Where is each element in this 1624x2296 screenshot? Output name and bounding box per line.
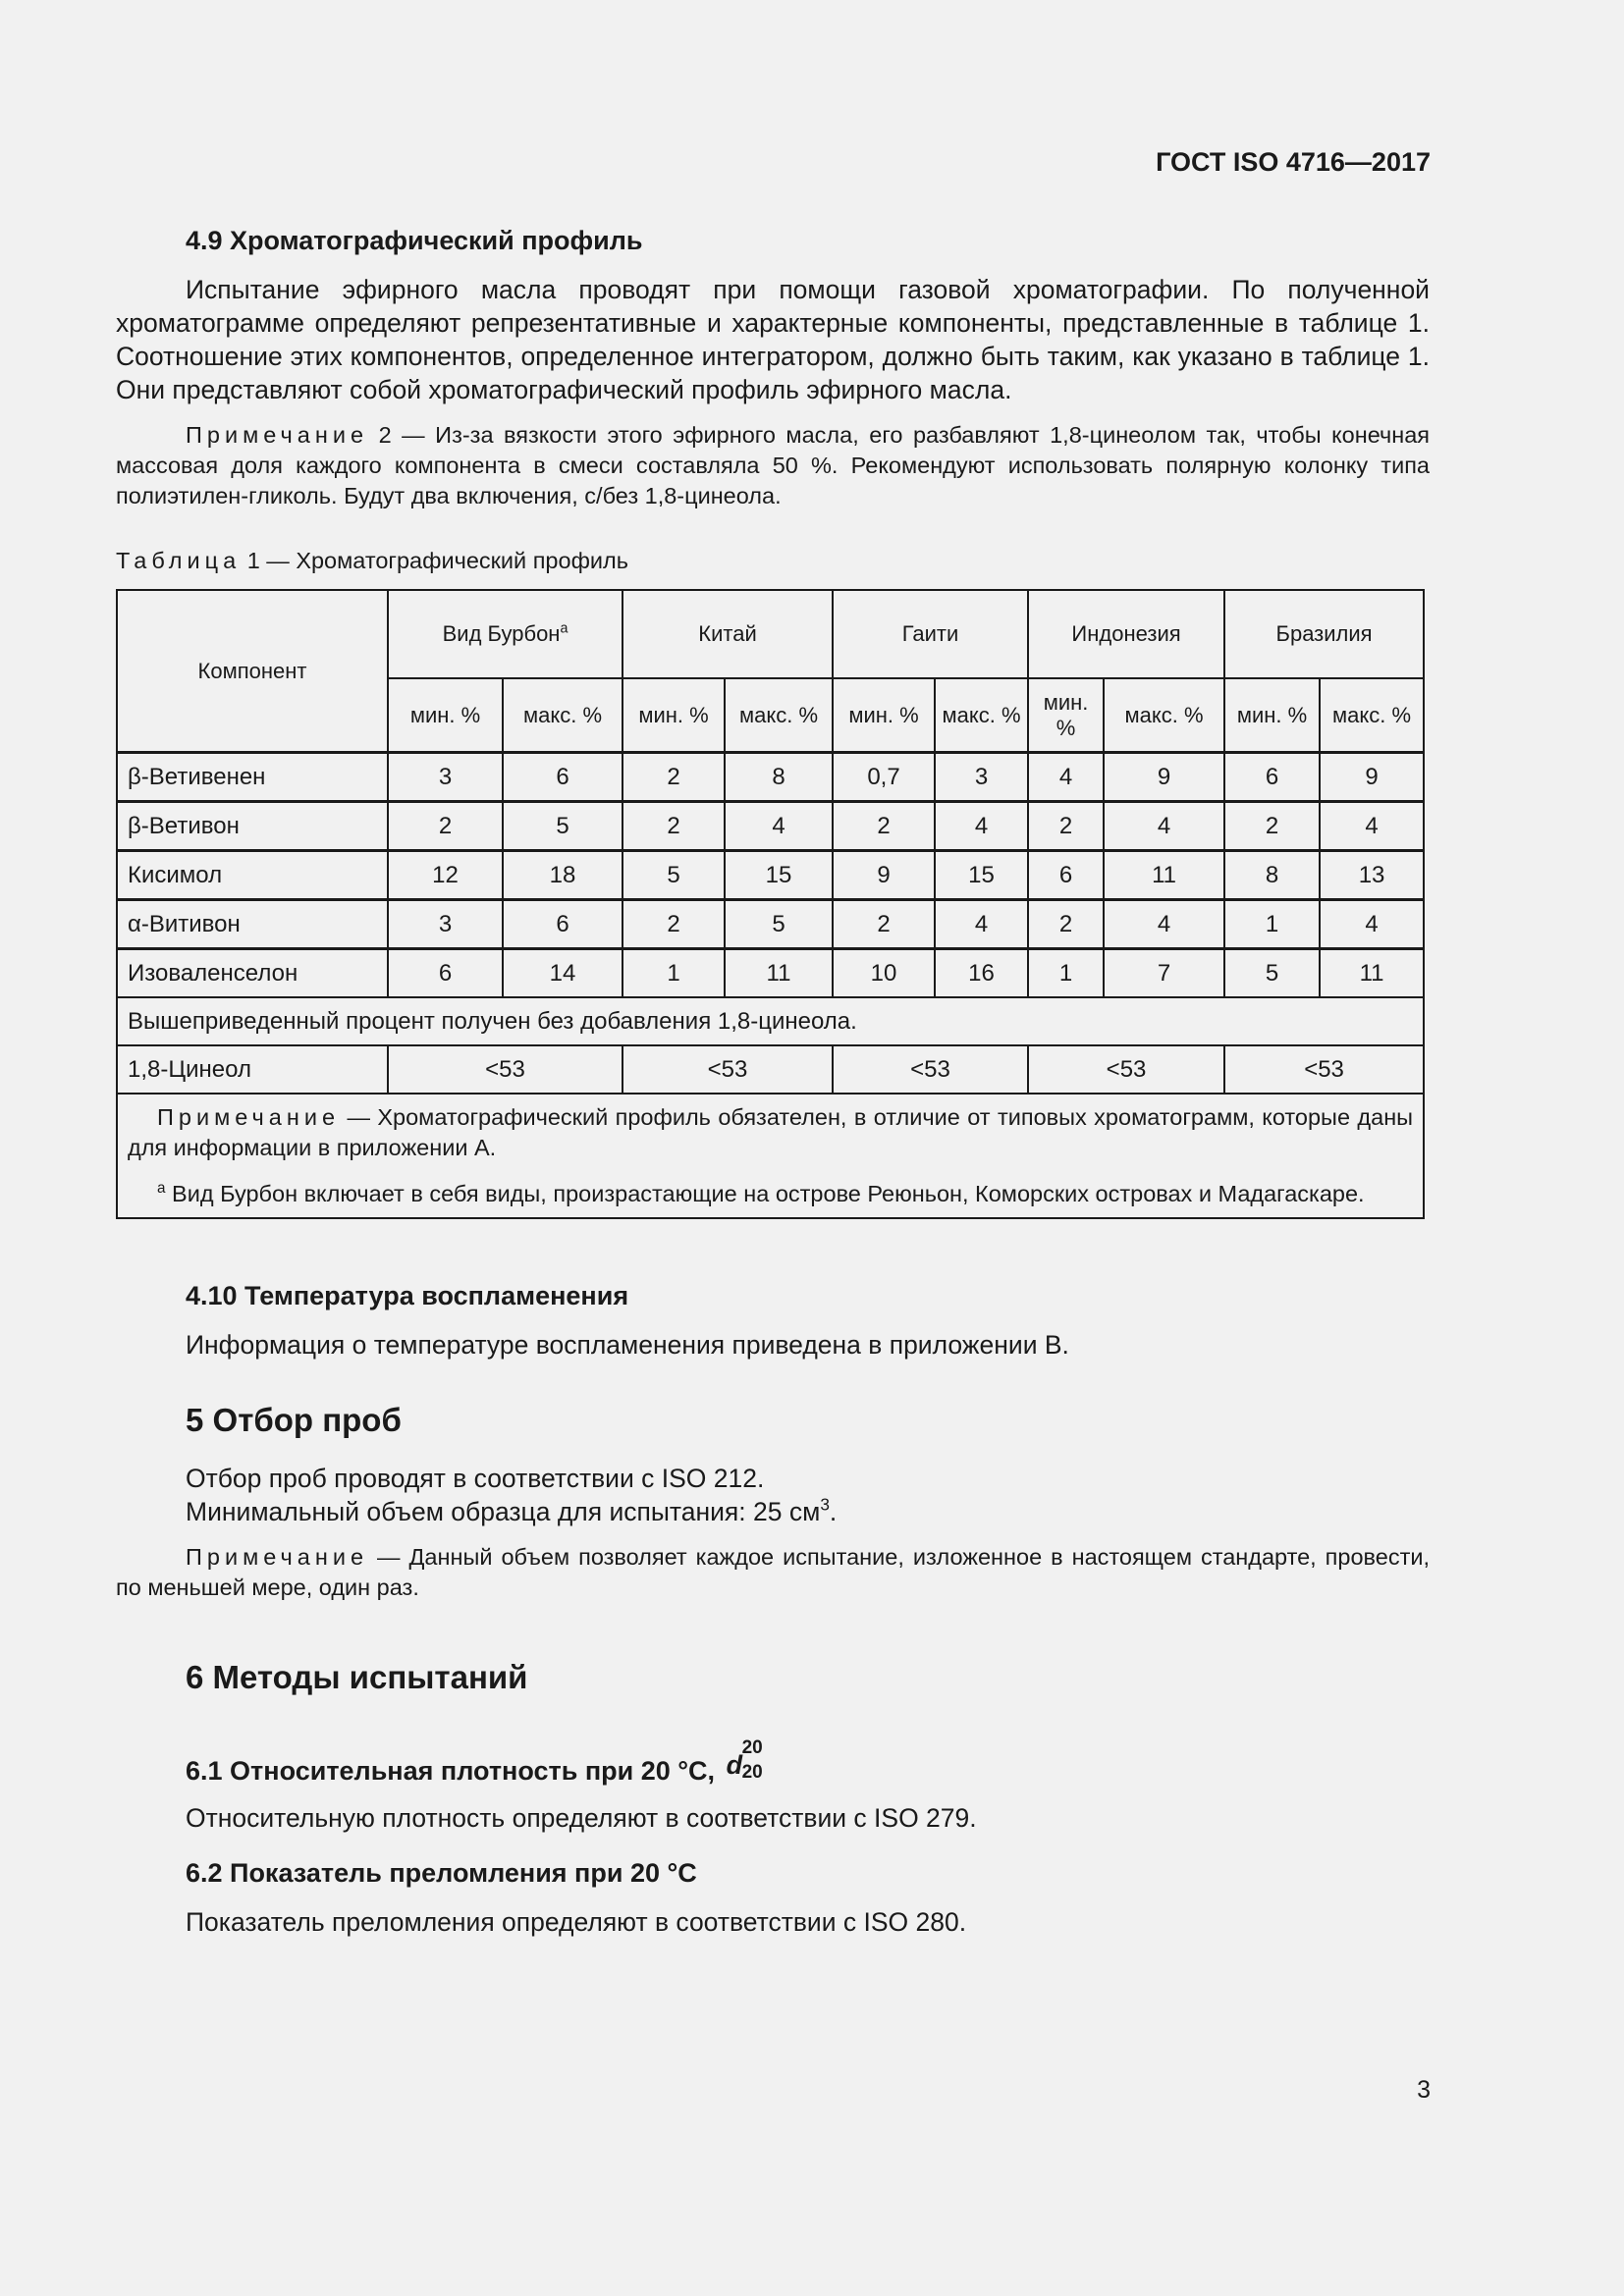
subheader-cell: мин. % bbox=[388, 678, 503, 753]
note-label: Примечание bbox=[186, 422, 369, 448]
table-cell: 12 bbox=[388, 851, 503, 900]
table-cell: 2 bbox=[623, 753, 725, 802]
table-cell: 2 bbox=[833, 900, 935, 949]
section-4-10-text: Информация о температуре воспламенения приведена в приложении В. bbox=[186, 1330, 1069, 1360]
table-cell: 0,7 bbox=[833, 753, 935, 802]
table-note-label: Примечание bbox=[157, 1104, 341, 1130]
table-footer-row bbox=[117, 1094, 1424, 1218]
table-cell: <53 bbox=[833, 1045, 1028, 1094]
subheader-cell: мин. % bbox=[623, 678, 725, 753]
table-cell: 4 bbox=[725, 802, 833, 851]
table-cell: 18 bbox=[503, 851, 623, 900]
note-text: 2 — Из-за вязкости этого эфирного масла, его разбавляют 1,8-цинеолом так, чтобы конечная массовая доля каждого компонента в смеси составляла 50 %. Рекомендуют использовать полярную колонку типа полиэтилен-гликоль. Будут два включения, с/без 1,8-цинеола. bbox=[116, 422, 1431, 508]
table-row bbox=[117, 949, 1424, 998]
region-header-brazil: Бразилия bbox=[1224, 590, 1424, 678]
table-cell: 4 bbox=[1028, 753, 1104, 802]
table-cell: 2 bbox=[1028, 900, 1104, 949]
table-cell: <53 bbox=[1224, 1045, 1424, 1094]
table-cell: 2 bbox=[388, 802, 503, 851]
component-name: Кисимол bbox=[117, 851, 388, 900]
table-cell: 5 bbox=[503, 802, 623, 851]
section-5-note bbox=[116, 1542, 1430, 1603]
table-cell: 14 bbox=[503, 949, 623, 998]
table-cell: 9 bbox=[1104, 753, 1224, 802]
page-number: 3 bbox=[1417, 2076, 1431, 2104]
table-cell: 5 bbox=[1224, 949, 1320, 998]
table-cell: 15 bbox=[725, 851, 833, 900]
table-cell: <53 bbox=[623, 1045, 833, 1094]
table-cell: 8 bbox=[725, 753, 833, 802]
sample-volume-text: Минимальный объем образца для испытания: 25 см bbox=[186, 1497, 821, 1526]
table-cell: 6 bbox=[503, 753, 623, 802]
table-cell: 6 bbox=[1224, 753, 1320, 802]
footnote-mark: a bbox=[560, 620, 568, 637]
table-row bbox=[117, 753, 1424, 802]
component-header: Компонент bbox=[117, 590, 388, 753]
table-cell: 2 bbox=[1028, 802, 1104, 851]
section-5-title: 5 Отбор проб bbox=[186, 1402, 402, 1438]
table-cell: 9 bbox=[833, 851, 935, 900]
table-cell: <53 bbox=[1028, 1045, 1224, 1094]
table-cell: 6 bbox=[388, 949, 503, 998]
component-name: β-Ветивенен bbox=[117, 753, 388, 802]
section-6-1-title-text: 6.1 Относительная плотность при 20 °С, bbox=[186, 1756, 716, 1786]
subheader-cell: макс. % bbox=[503, 678, 623, 753]
table-row-cineol bbox=[117, 1045, 1424, 1094]
table-cell: 5 bbox=[725, 900, 833, 949]
table-cell: 11 bbox=[725, 949, 833, 998]
table-cell: 16 bbox=[935, 949, 1028, 998]
component-name: Изоваленселон bbox=[117, 949, 388, 998]
density-symbol-sup: 20 bbox=[741, 1737, 763, 1758]
table-caption bbox=[116, 548, 628, 574]
table-cell: 3 bbox=[388, 900, 503, 949]
table-cell: 2 bbox=[623, 900, 725, 949]
table-cell: 4 bbox=[1320, 900, 1424, 949]
document-header: ГОСТ ISO 4716—2017 bbox=[1156, 147, 1431, 177]
table-cell: 2 bbox=[1224, 802, 1320, 851]
section-4-9-note bbox=[116, 420, 1430, 511]
density-symbol-letter: d bbox=[726, 1750, 743, 1780]
table-cell: 1 bbox=[1224, 900, 1320, 949]
region-header-bourbon bbox=[388, 590, 623, 678]
table-header-row-regions bbox=[117, 590, 1424, 678]
section-4-9-text: Испытание эфирного масла проводят при помощи газовой хроматографии. По полученной хроматограмме определяют репрезентативные и характерные компоненты, представленные в таблице 1. Соотношение этих компонентов, определенное интегратором, должно быть таким, как указано в таблице 1. Они представляют собой хроматографический профиль эфирного масла. bbox=[116, 275, 1430, 404]
table-footer bbox=[117, 1094, 1424, 1218]
table-cell: 7 bbox=[1104, 949, 1224, 998]
table-cell: 5 bbox=[623, 851, 725, 900]
subheader-cell: макс. % bbox=[935, 678, 1028, 753]
table-row bbox=[117, 802, 1424, 851]
region-header-haiti: Гаити bbox=[833, 590, 1028, 678]
density-symbol bbox=[726, 1737, 772, 1783]
table-caption-label: Таблица bbox=[116, 548, 242, 573]
subheader-cell: макс. % bbox=[1104, 678, 1224, 753]
section-5-line2 bbox=[186, 1495, 1430, 1528]
table-cell: 4 bbox=[1320, 802, 1424, 851]
subheader-cell: макс. % bbox=[725, 678, 833, 753]
table-caption-text: 1 — Хроматографический профиль bbox=[246, 548, 628, 573]
table-cell: 4 bbox=[1104, 900, 1224, 949]
table-footnote bbox=[128, 1179, 1413, 1209]
table-cell: 9 bbox=[1320, 753, 1424, 802]
section-6-1-text: Относительную плотность определяют в соответствии с ISO 279. bbox=[186, 1803, 977, 1833]
density-symbol-sub: 20 bbox=[741, 1762, 763, 1783]
section-4-10-title: 4.10 Температура воспламенения bbox=[186, 1281, 629, 1310]
component-name: α-Витивон bbox=[117, 900, 388, 949]
footnote-text: Вид Бурбон включает в себя виды, произрастающие на острове Реюньон, Коморских островах и Мадагаскаре. bbox=[172, 1181, 1365, 1206]
table-cell: 6 bbox=[1028, 851, 1104, 900]
table-cell: 11 bbox=[1320, 949, 1424, 998]
footnote-mark: a bbox=[157, 1179, 166, 1197]
table-cell: 13 bbox=[1320, 851, 1424, 900]
unit-superscript: 3 bbox=[820, 1494, 830, 1515]
table-cell: <53 bbox=[388, 1045, 623, 1094]
table-cell: 1 bbox=[1028, 949, 1104, 998]
subheader-cell: мин. % bbox=[1224, 678, 1320, 753]
section-6-2-title: 6.2 Показатель преломления при 20 °С bbox=[186, 1858, 697, 1888]
region-label: Вид Бурбон bbox=[442, 621, 561, 646]
note-text: — Данный объем позволяет каждое испытание, изложенное в настоящем стандарте, провести, по меньшей мере, один раз. bbox=[116, 1544, 1431, 1600]
table-note bbox=[128, 1102, 1413, 1163]
chromatographic-profile-table bbox=[116, 589, 1425, 1219]
component-name: 1,8-Цинеол bbox=[117, 1045, 388, 1094]
table-row bbox=[117, 900, 1424, 949]
subheader-cell: макс. % bbox=[1320, 678, 1424, 753]
section-6-title: 6 Методы испытаний bbox=[186, 1659, 528, 1695]
region-header-indonesia: Индонезия bbox=[1028, 590, 1224, 678]
subheader-cell: мин. % bbox=[1028, 678, 1104, 753]
table-cell: 4 bbox=[935, 900, 1028, 949]
table-cell: 4 bbox=[1104, 802, 1224, 851]
table-cell: 1 bbox=[623, 949, 725, 998]
table-cell: 4 bbox=[935, 802, 1028, 851]
table-cell: 3 bbox=[388, 753, 503, 802]
subheader-cell: мин. % bbox=[833, 678, 935, 753]
table-row bbox=[117, 851, 1424, 900]
span-note: Вышеприведенный процент получен без добавления 1,8-цинеола. bbox=[117, 997, 1424, 1045]
table-cell: 10 bbox=[833, 949, 935, 998]
table-cell: 11 bbox=[1104, 851, 1224, 900]
component-name: β-Ветивон bbox=[117, 802, 388, 851]
section-6-1-title bbox=[186, 1737, 772, 1787]
table-span-note-row bbox=[117, 997, 1424, 1045]
table-cell: 3 bbox=[935, 753, 1028, 802]
table-note-text: — Хроматографический профиль обязателен, в отличие от типовых хроматограмм, которые даны для информации в приложении А. bbox=[128, 1104, 1414, 1160]
table-cell: 6 bbox=[503, 900, 623, 949]
table-cell: 2 bbox=[623, 802, 725, 851]
section-6-2-text: Показатель преломления определяют в соответствии с ISO 280. bbox=[186, 1907, 967, 1937]
sentence-end: . bbox=[829, 1497, 838, 1526]
table-cell: 8 bbox=[1224, 851, 1320, 900]
region-header-china: Китай bbox=[623, 590, 833, 678]
section-4-9-title: 4.9 Хроматографический профиль bbox=[186, 226, 643, 255]
table-cell: 15 bbox=[935, 851, 1028, 900]
table-cell: 2 bbox=[833, 802, 935, 851]
section-5-line1: Отбор проб проводят в соответствии с ISO 212. bbox=[186, 1464, 765, 1493]
note-label: Примечание bbox=[186, 1544, 369, 1570]
